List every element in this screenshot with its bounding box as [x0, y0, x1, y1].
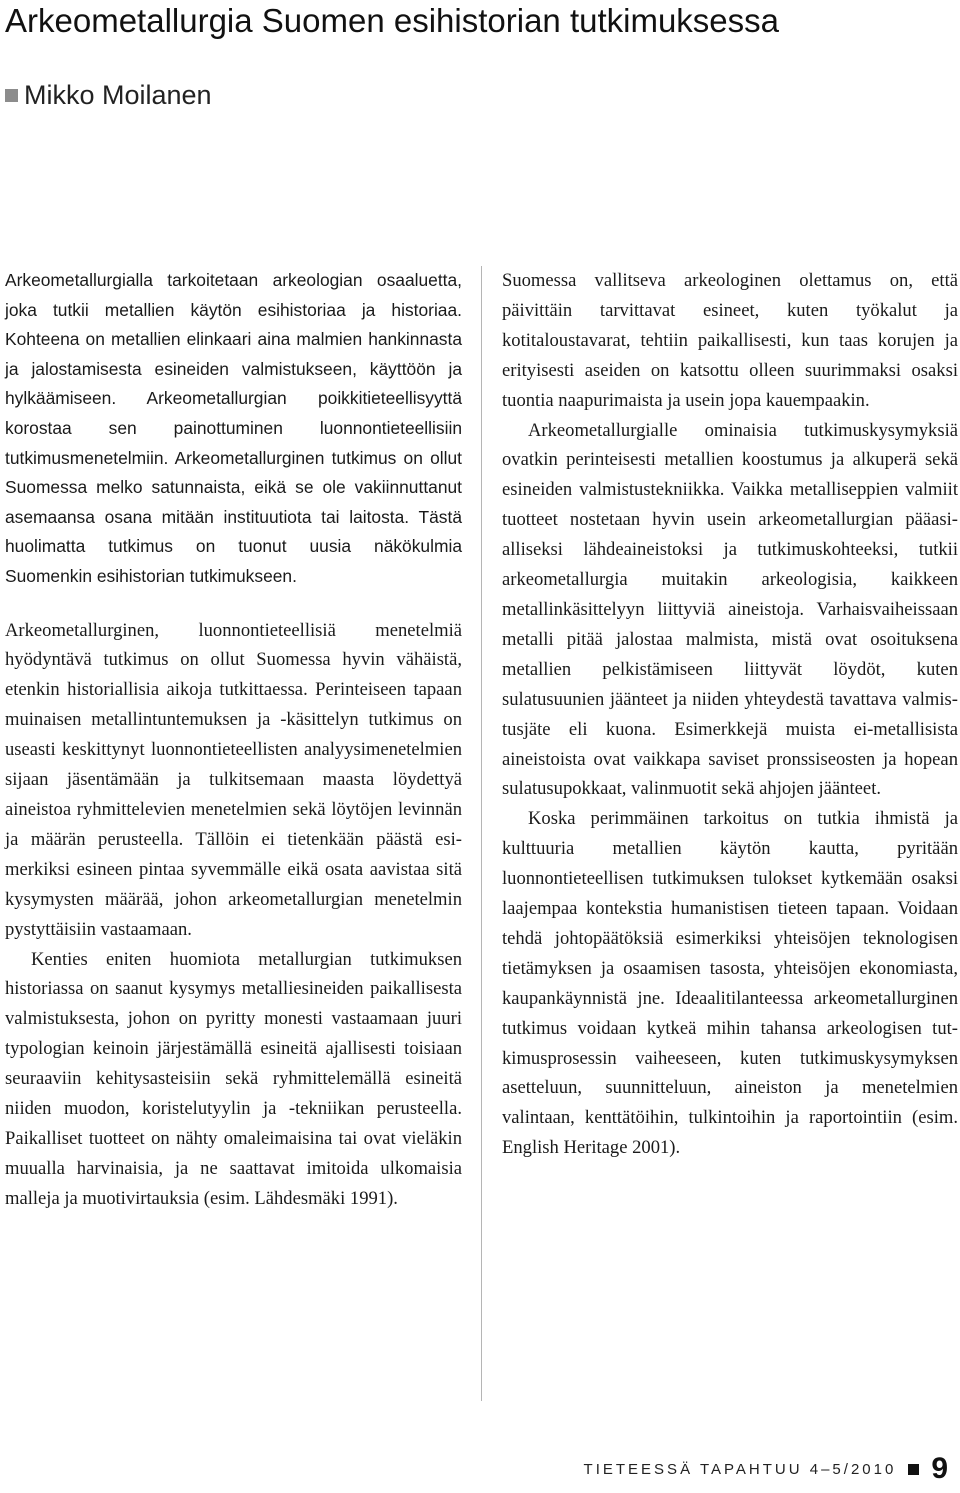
page-footer: [584, 1452, 948, 1486]
right-column: [502, 266, 958, 1163]
bullet-square-icon: [908, 1464, 919, 1475]
author-name: Mikko Moilanen: [24, 80, 212, 110]
journal-name: TIETEESSÄ TAPAHTUU 4–5/2010: [583, 1460, 897, 1478]
body-paragraph: Suomessa vallitseva arkeologinen olettamus on, että päivittäin tarvittavat esineet, kuten työkalut ja kotitaloustavarat, tehtiin paikallisesti, kun taas korujen ja erityisesti aseiden on katsottu olleen suurimmaksi osaksi tuontia naapurimaista ja usein jopa kauempaakin.: [502, 270, 958, 411]
article-title: Arkeometallurgia Suomen esihistorian tutkimuksessa: [5, 2, 780, 39]
author-line: [5, 80, 212, 111]
bullet-square-icon: [5, 89, 18, 102]
body-paragraph: Arkeometallurginen, luonnontieteellisiä menetelmiä hyödyntävä tutkimus on ollut Suomessa hyvin vähäistä, etenkin historiallisia aikoja tutkittaessa. Perinteiseen tapaan muinaisen metallintuntemuksen ja -käsittelyn tutkimus on useasti keskittynyt luonnontieteellisten analyysimenetelmien sijaan jäsentämään ja tulkitsemaan maasta löydettyä aineistoa ryhmittelevien menetelmien sekä löytöjen levinnän ja määrän perusteella. Tällöin ei tietenkään päästä esimerkiksi esineen pintaa syvemmälle eikä osata aavistaa sitä kysymysten määrää, johon arkeometallurgian menetelmin pystyttäisiin vastaamaan.: [5, 619, 462, 940]
body-paragraph: Koska perimmäinen tarkoitus on tutkia ihmistä ja kulttuuria metallien käytön kautta, pyritään luonnontieteellisen tutkimuksen tulokset kytkemään osaksi laajempaa kontekstia humanistisen tieteen tapaan. Voidaan tehdä johtopäätöksiä esimerkiksi yhteisöjen teknologisen tietämyksen ja osaamisen tasosta, yhteisöjen ekonomiasta, kaupankäynnistä jne. Ideaalitilanteessa arkeometallurginen tutkimus voidaan kytkeä mihin tahansa arkeologisen tutkimusprosessin vaiheeseen, kuten tutkimuskysymyksen asetteluun, suunnitteluun, aineiston ja menetelmien valintaan, kenttätöihin, tulkintoihin ja raportointiin (esim. English Heritage 2001).: [502, 808, 958, 1159]
left-column: [5, 266, 462, 1214]
page-number: 9: [931, 1452, 948, 1485]
lead-paragraph: Arkeometallurgialla tarkoitetaan arkeologian osaaluetta, joka tutkii metallien käytön esihistoriaa ja historiaa. Kohteena on metallien elinkaari aina malmien hankinnasta ja jalostamisesta esineiden valmistukseen, käyttöön ja hylkäämiseen. Arkeometallurgian poikkitieteellisyyttä korostaa sen painottuminen luonnontieteellisiin tutkimusmenetelmiin. Arkeometallurginen tutkimus on ollut Suomessa melko satunnaista, eikä se ole vakiinnuttanut asemaansa osana mitään instituutiota tai laitosta. Tästä huolimatta tutkimus on tuonut uusia näkökulmia Suomenkin esihistorian tutkimukseen.: [5, 270, 462, 586]
body-paragraph: Arkeometallurgialle ominaisia tutkimuskysymyksiä ovatkin perinteisesti metallien koostumus ja alkuperä sekä esineiden valmistustekniikka. Vaikka metalliseppien valmiit tuotteet nostetaan hyvin usein arkeometallurgian pääasialliseksi lähdeaineistoksi ja tutkimuskohteeksi, tutkii arkeometallurgia muitakin arkeologisia, kaikkeen metallinkäsittelyyn liittyviä aineistoja. Varhaisvaiheissaan metalli pitää jalostaa malmista, mistä ovat osoituksena metallien pelkistämiseen liittyvät löydöt, kuten sulatusuunien jäänteet ja niiden yhteydestä tavattava valmistusjäte eli kuona. Esimerkkejä muista ei-metallisista aineistoista ovat vaikkapa saviset pronssiseosten ja hopean sulatusupokkaat, valinmuotit sekä ahjojen jäänteet.: [502, 419, 958, 800]
body-paragraph: Kenties eniten huomiota metallurgian tutkimuksen historiassa on saanut kysymys metalliesineiden paikallisesta valmistuksesta, johon on pyritty monesti vastaamaan juuri typologian keinoin järjestämällä esineitä ajallisesti toisiaan seuraaviin kehitysasteisiin sekä ryhmittelemällä esineitä niiden muodon, koristelutyylin ja -tekniikan perusteella. Paikalliset tuotteet on nähty omaleimaisina tai ovat vieläkin muualla harvinaisia, ja ne saattavat imitoida ulkomaisia malleja ja muotivirtauksia (esim. Lähdesmäki 1991).: [5, 948, 462, 1209]
column-divider: [481, 266, 482, 1401]
